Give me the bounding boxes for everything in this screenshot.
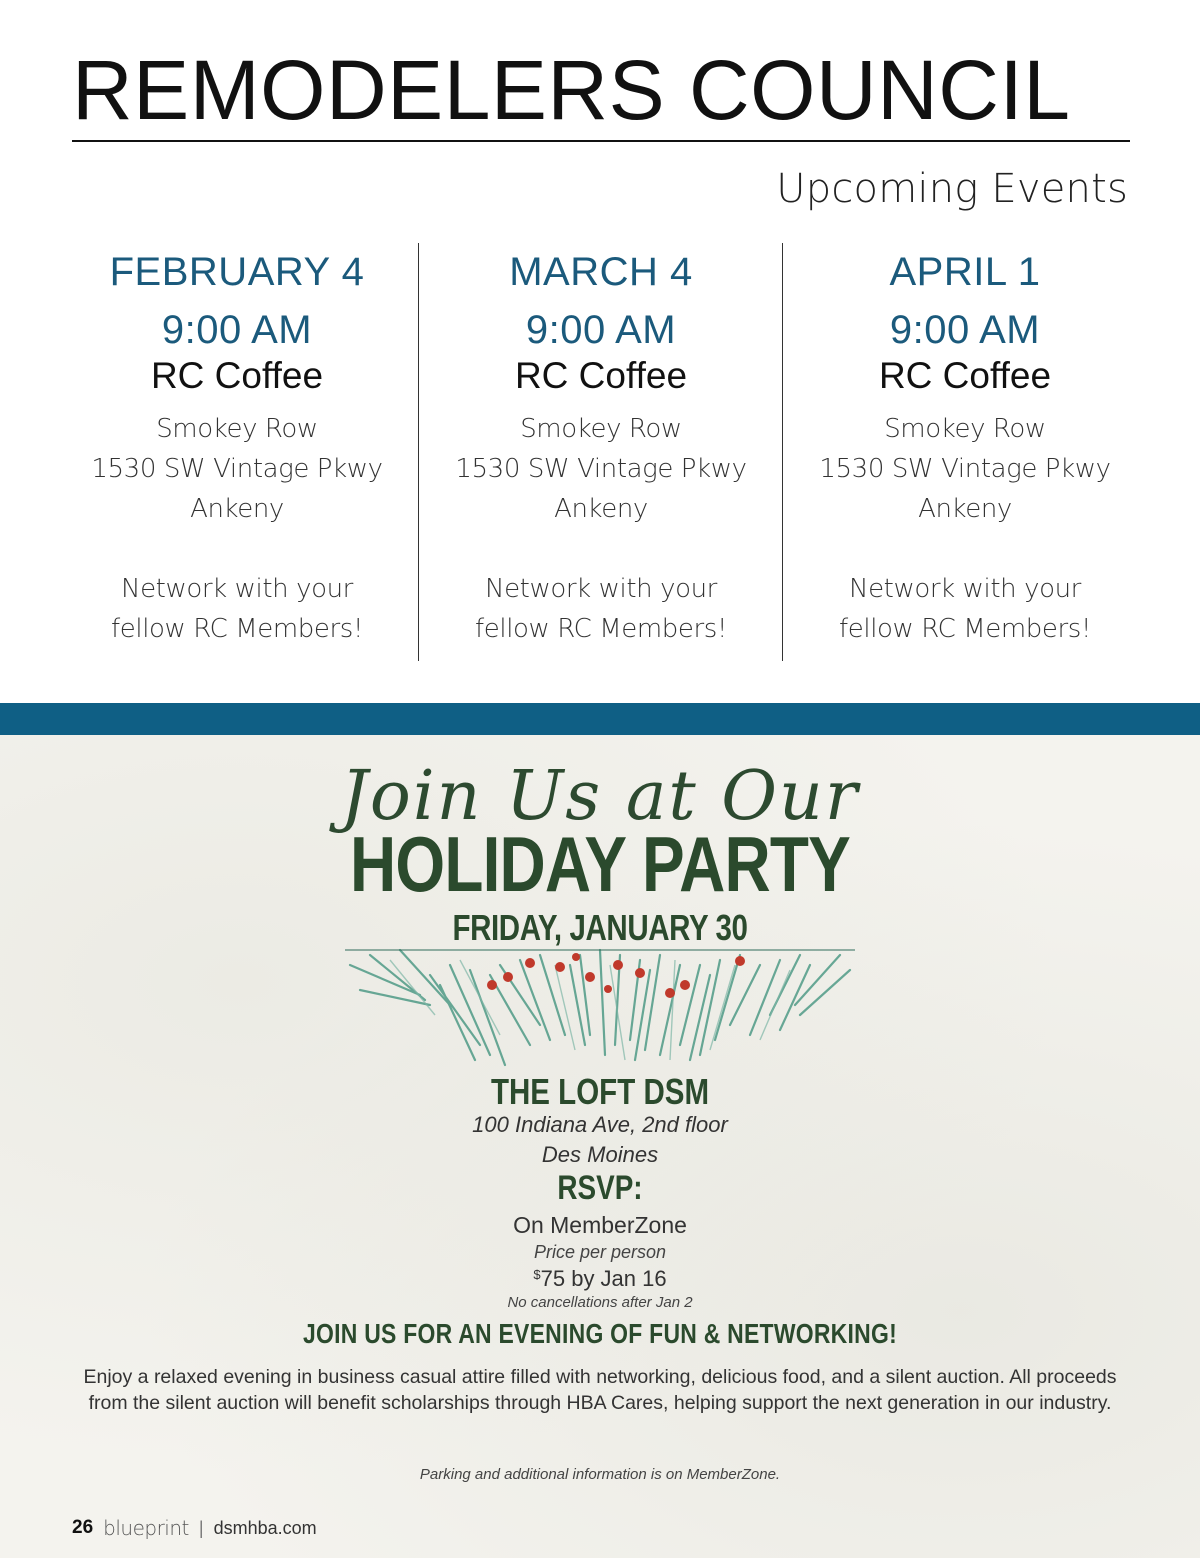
page-title: REMODELERS COUNCIL	[72, 43, 1071, 137]
party-date: FRIDAY, JANUARY 30	[452, 907, 748, 948]
section-subtitle: Upcoming Events	[776, 166, 1128, 212]
price-label: Price per person	[533, 1242, 667, 1262]
event-date: FEBRUARY 4	[109, 250, 365, 294]
event-venue: Smokey Row	[520, 414, 682, 444]
holiday-party-flyer	[0, 735, 1200, 1558]
event-name: RC Coffee	[878, 355, 1052, 396]
event-name: RC Coffee	[150, 355, 324, 396]
event-street: 1530 SW Vintage Pkwy	[819, 454, 1111, 484]
event-date: APRIL 1	[889, 250, 1041, 294]
parking-note: Parking and additional information is on MemberZone.	[419, 1466, 781, 1483]
party-script-title: Join Us at Our	[340, 757, 860, 836]
event-name: RC Coffee	[514, 355, 688, 396]
footer-separator: |	[198, 1517, 204, 1538]
party-description: Enjoy a relaxed evening in business casual attire filled with networking, delicious food, and a silent auction. All proceeds from the silent auction will benefit scholarships through HBA Cares, helping support the next generation in our industry.	[83, 1366, 1117, 1414]
event-venue: Smokey Row	[156, 414, 318, 444]
event-street: 1530 SW Vintage Pkwy	[455, 454, 747, 484]
cancellation-note: No cancellations after Jan 2	[507, 1294, 693, 1311]
event-note-line2: fellow RC Members!	[111, 614, 363, 644]
page-number: 26	[72, 1517, 94, 1538]
join-heading: JOIN US FOR AN EVENING OF FUN & NETWORKING!	[303, 1318, 897, 1349]
event-note-line2: fellow RC Members!	[475, 614, 727, 644]
price-amount: 75 by Jan 16	[540, 1266, 667, 1291]
venue-address: 100 Indiana Ave, 2nd floor	[472, 1112, 728, 1137]
event-time: 9:00 AM	[889, 308, 1041, 352]
event-venue: Smokey Row	[884, 414, 1046, 444]
event-column-february	[55, 243, 419, 661]
event-column-march	[419, 243, 783, 661]
event-note-line1: Network with your	[849, 574, 1081, 604]
event-column-april	[783, 243, 1147, 661]
event-city: Ankeny	[554, 494, 648, 524]
event-time: 9:00 AM	[525, 308, 677, 352]
event-time: 9:00 AM	[161, 308, 313, 352]
event-note-line1: Network with your	[485, 574, 717, 604]
rsvp-heading: RSVP:	[557, 1169, 643, 1207]
brand-logo: blueprint	[103, 1516, 189, 1540]
price-value	[0, 1266, 1200, 1292]
event-note-line1: Network with your	[121, 574, 353, 604]
title-divider	[72, 140, 1130, 142]
event-date: MARCH 4	[509, 250, 693, 294]
website-link[interactable]: dsmhba.com	[213, 1517, 317, 1538]
price-currency: $	[533, 1267, 541, 1282]
pine-garland-icon	[340, 945, 860, 1075]
event-street: 1530 SW Vintage Pkwy	[91, 454, 383, 484]
event-city: Ankeny	[190, 494, 284, 524]
section-band	[0, 703, 1200, 735]
venue-city: Des Moines	[541, 1142, 659, 1167]
venue-name: THE LOFT DSM	[490, 1071, 710, 1112]
page-footer	[72, 1517, 317, 1539]
event-note-line2: fellow RC Members!	[839, 614, 1091, 644]
party-title: HOLIDAY PARTY	[350, 820, 850, 908]
event-city: Ankeny	[918, 494, 1012, 524]
rsvp-location: On MemberZone	[513, 1212, 687, 1238]
events-row	[55, 243, 1145, 661]
